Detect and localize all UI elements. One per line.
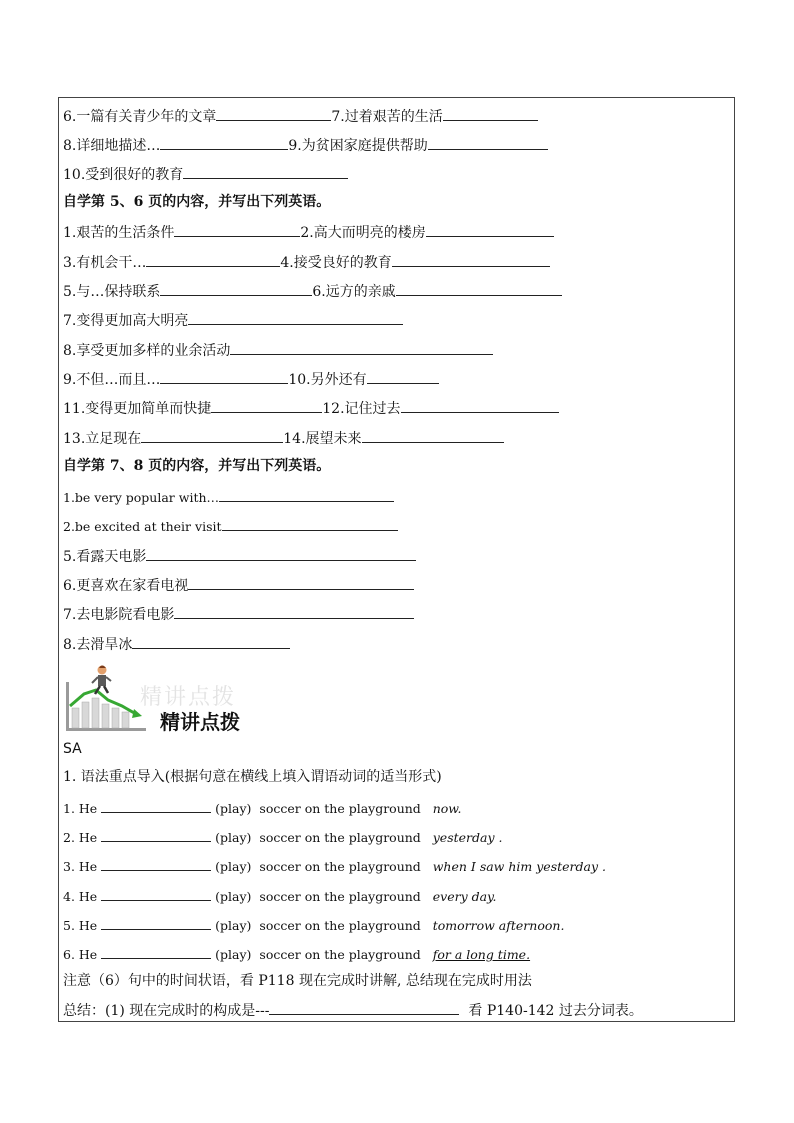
answer-blank[interactable] <box>146 252 280 267</box>
grammar-row <box>63 944 530 964</box>
item-label: 9.不但…而且… <box>63 372 161 388</box>
item-line <box>63 487 394 507</box>
time-adverbial: tomorrow afternoon. <box>432 918 565 933</box>
sentence-rest: soccer on the playground <box>259 947 421 962</box>
item-label: 2.高大而明亮的楼房 <box>300 225 426 241</box>
answer-blank[interactable] <box>401 398 559 413</box>
grammar-row <box>63 856 606 876</box>
item-line <box>63 546 416 566</box>
item-label: 7.过着艰苦的生活 <box>331 109 443 125</box>
item-label: 11.变得更加简单而快捷 <box>63 401 212 417</box>
item-label: 7.变得更加高大明亮 <box>63 313 189 329</box>
answer-blank[interactable] <box>392 252 550 267</box>
item-label: 4.接受良好的教育 <box>280 255 392 271</box>
sentence-rest: soccer on the playground <box>259 859 421 874</box>
answer-blank[interactable] <box>160 135 288 150</box>
answer-blank[interactable] <box>183 164 348 179</box>
row-number: 6. He <box>63 947 98 962</box>
item-label: 14.展望未来 <box>283 431 362 447</box>
sentence-rest: soccer on the playground <box>259 918 421 933</box>
answer-blank[interactable] <box>219 487 394 502</box>
item-label: 8.详细地描述… <box>63 138 161 154</box>
verb-hint: (play) <box>215 918 252 933</box>
item-label: 8.去滑旱冰 <box>63 637 133 653</box>
item-line <box>63 634 290 654</box>
sentence-rest: soccer on the playground <box>259 801 421 816</box>
row-number: 4. He <box>63 889 98 904</box>
item-line <box>63 340 493 360</box>
grammar-summary <box>63 1000 643 1020</box>
time-adverbial: yesterday . <box>432 830 503 845</box>
item-label: 6.一篇有关青少年的文章 <box>63 109 217 125</box>
answer-blank[interactable] <box>101 886 211 901</box>
summary-label: 总结：(1) 现在完成时的构成是--- <box>63 1003 270 1019</box>
grammar-intro: 1. 语法重点导入(根据句意在横线上填入谓语动词的适当形式) <box>63 769 442 785</box>
item-label: 12.记住过去 <box>322 401 401 417</box>
item-line <box>63 135 548 155</box>
section-label: SA <box>63 741 82 757</box>
answer-blank[interactable] <box>101 915 211 930</box>
item-line <box>63 252 550 272</box>
answer-blank[interactable] <box>174 604 414 619</box>
answer-blank[interactable] <box>132 634 290 649</box>
banner-title: 精讲点拨 <box>160 710 240 734</box>
item-line <box>63 164 348 184</box>
verb-hint: (play) <box>215 830 252 845</box>
item-label: 8.享受更加多样的业余活动 <box>63 343 231 359</box>
item-line <box>63 106 538 126</box>
grammar-row <box>63 827 502 847</box>
item-label: 6.远方的亲戚 <box>312 284 396 300</box>
answer-blank[interactable] <box>188 310 403 325</box>
item-line <box>63 516 398 536</box>
grammar-note: 注意（6）句中的时间状语，看 P118 现在完成时讲解, 总结现在完成时用法 <box>63 973 532 989</box>
item-label: 1.艰苦的生活条件 <box>63 225 175 241</box>
grammar-row <box>63 886 496 906</box>
item-line <box>63 604 414 624</box>
item-line <box>63 428 504 448</box>
item-label: 6.更喜欢在家看电视 <box>63 578 189 594</box>
answer-blank[interactable] <box>146 546 416 561</box>
item-line <box>63 398 559 418</box>
answer-blank[interactable] <box>160 281 312 296</box>
grammar-row <box>63 915 564 935</box>
answer-blank[interactable] <box>101 827 211 842</box>
item-label: 5.看露天电影 <box>63 549 147 565</box>
answer-blank[interactable] <box>101 856 211 871</box>
item-label: 10.受到很好的教育 <box>63 167 184 183</box>
item-label: 1.be very popular with… <box>63 490 220 505</box>
item-line <box>63 281 562 301</box>
verb-hint: (play) <box>215 947 252 962</box>
item-line <box>63 369 439 389</box>
answer-blank[interactable] <box>160 369 288 384</box>
item-label: 3.有机会干… <box>63 255 147 271</box>
row-number: 3. He <box>63 859 98 874</box>
answer-blank[interactable] <box>230 340 493 355</box>
row-number: 2. He <box>63 830 98 845</box>
answer-blank[interactable] <box>222 516 398 531</box>
verb-hint: (play) <box>215 859 252 874</box>
item-line <box>63 310 403 330</box>
item-label: 9.为贫困家庭提供帮助 <box>288 138 428 154</box>
item-label: 13.立足现在 <box>63 431 142 447</box>
item-label: 7.去电影院看电影 <box>63 607 175 623</box>
time-adverbial: now. <box>432 801 462 816</box>
answer-blank[interactable] <box>101 798 211 813</box>
answer-blank[interactable] <box>174 222 300 237</box>
sentence-rest: soccer on the playground <box>259 889 421 904</box>
summary-tail: 看 P140-142 过去分词表。 <box>468 1003 643 1019</box>
answer-blank[interactable] <box>141 428 283 443</box>
answer-blank[interactable] <box>443 106 538 121</box>
answer-blank[interactable] <box>211 398 322 413</box>
answer-blank[interactable] <box>426 222 554 237</box>
row-number: 1. He <box>63 801 98 816</box>
grammar-row <box>63 798 462 818</box>
sentence-rest: soccer on the playground <box>259 830 421 845</box>
time-adverbial: when I saw him yesterday . <box>432 859 606 874</box>
item-line <box>63 222 554 242</box>
answer-blank[interactable] <box>101 944 211 959</box>
time-adverbial: for a long time. <box>432 947 531 962</box>
row-number: 5. He <box>63 918 98 933</box>
section-heading: 自学第 5、6 页的内容，并写出下列英语。 <box>63 194 331 210</box>
section-heading: 自学第 7、8 页的内容，并写出下列英语。 <box>63 458 331 474</box>
item-line <box>63 575 414 595</box>
answer-blank[interactable] <box>269 1000 459 1015</box>
verb-hint: (play) <box>215 801 252 816</box>
item-label: 2.be excited at their visit <box>63 519 222 534</box>
answer-blank[interactable] <box>216 106 331 121</box>
item-label: 10.另外还有 <box>288 372 367 388</box>
banner-ghost-text: 精讲点拨 <box>140 685 237 710</box>
answer-blank[interactable] <box>188 575 414 590</box>
answer-blank[interactable] <box>396 281 562 296</box>
verb-hint: (play) <box>215 889 252 904</box>
time-adverbial: every day. <box>432 889 497 904</box>
item-label: 5.与…保持联系 <box>63 284 161 300</box>
answer-blank[interactable] <box>428 135 548 150</box>
answer-blank[interactable] <box>367 369 439 384</box>
answer-blank[interactable] <box>362 428 504 443</box>
